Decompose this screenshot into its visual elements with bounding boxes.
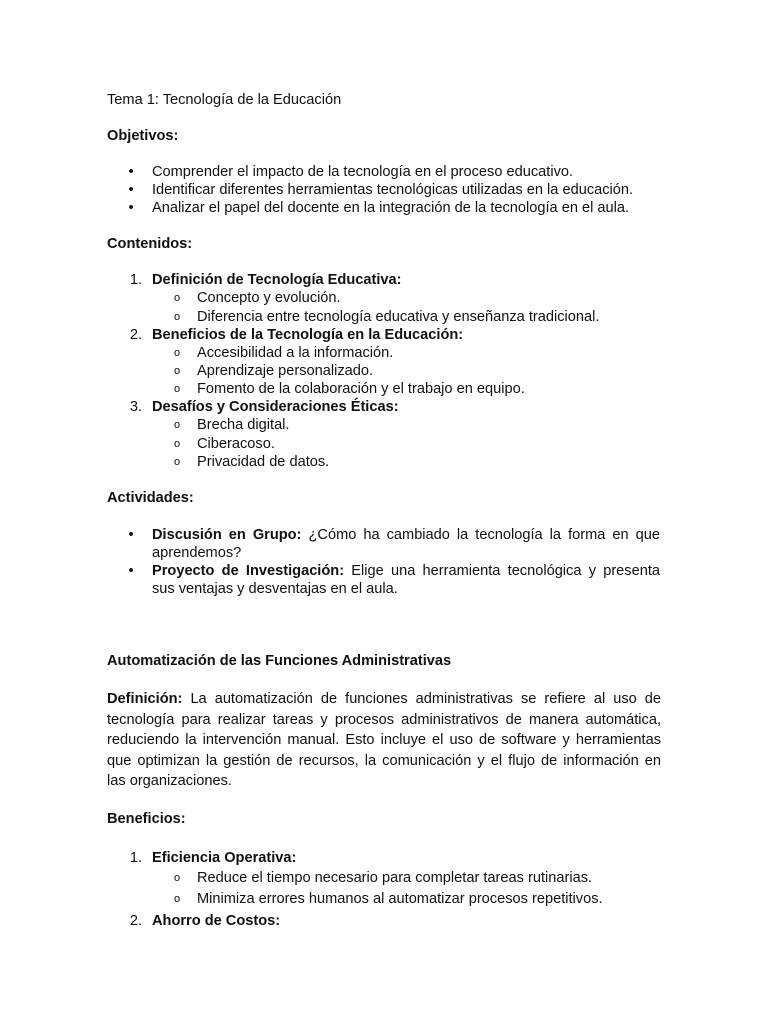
definicion-paragraph-line: tecnología para realizar tareas y procesos administrativos de manera automática, (107, 712, 661, 728)
actividad-text: Elige una herramienta tecnológica y presenta (351, 563, 661, 579)
section-title-tema-1: Tema 1: Tecnología de la Educación (107, 92, 342, 108)
bullet-marker: • (128, 563, 134, 579)
list-number: 3. (129, 399, 142, 415)
actividades-heading: Actividades: (107, 490, 194, 506)
circle-marker: o (174, 383, 181, 395)
circle-marker: o (174, 872, 181, 884)
list-number: 2. (129, 913, 142, 929)
actividad-text-continued: sus ventajas y desventajas en el aula. (152, 581, 398, 597)
beneficios-heading: Beneficios: (107, 811, 186, 827)
contenido-subitem: Concepto y evolución. (197, 290, 341, 306)
list-number: 1. (129, 272, 142, 288)
definicion-text: La automatización de funciones administrativas se refiere al uso de (190, 691, 661, 707)
contenido-subitem: Fomento de la colaboración y el trabajo en equipo. (197, 381, 525, 397)
circle-marker: o (174, 419, 181, 431)
circle-marker: o (174, 292, 181, 304)
beneficio-subitem: Reduce el tiempo necesario para completar tareas rutinarias. (197, 870, 593, 886)
beneficio-title: Ahorro de Costos: (152, 913, 281, 929)
actividad-label: Proyecto de Investigación: (152, 563, 345, 579)
circle-marker: o (174, 365, 181, 377)
contenido-subitem: Ciberacoso. (197, 436, 275, 452)
definicion-paragraph-line: las organizaciones. (107, 773, 232, 789)
definicion-label: Definición: (107, 691, 183, 707)
contenidos-heading: Contenidos: (107, 236, 193, 252)
actividad-label: Discusión en Grupo: (152, 527, 302, 543)
circle-marker: o (174, 311, 181, 323)
definicion-paragraph-line: que optimizan la gestión de recursos, la comunicación y el flujo de información en (107, 753, 661, 769)
objetivo-item: Analizar el papel del docente en la integración de la tecnología en el aula. (152, 200, 630, 216)
circle-marker: o (174, 438, 181, 450)
circle-marker: o (174, 456, 181, 468)
contenido-title: Beneficios de la Tecnología en la Educación: (152, 327, 464, 343)
objetivo-item: Identificar diferentes herramientas tecnológicas utilizadas en la educación. (152, 182, 634, 198)
bullet-marker: • (128, 182, 134, 198)
actividad-text-continued: aprendemos? (152, 545, 242, 561)
list-number: 1. (129, 850, 142, 866)
definicion-paragraph-line: reduciendo la intervención manual. Esto incluye el uso de software y herramientas (107, 732, 661, 748)
section-title-automatizacion: Automatización de las Funciones Administrativas (107, 653, 452, 669)
bullet-marker: • (128, 164, 134, 180)
contenido-subitem: Aprendizaje personalizado. (197, 363, 374, 379)
contenido-subitem: Brecha digital. (197, 417, 290, 433)
actividad-text: ¿Cómo ha cambiado la tecnología la forma en que (308, 527, 661, 543)
circle-marker: o (174, 347, 181, 359)
contenido-subitem: Accesibilidad a la información. (197, 345, 394, 361)
actividad-item (152, 526, 660, 544)
beneficio-title: Eficiencia Operativa: (152, 850, 297, 866)
contenido-subitem: Diferencia entre tecnología educativa y enseñanza tradicional. (197, 309, 600, 325)
contenido-title: Definición de Tecnología Educativa: (152, 272, 402, 288)
beneficio-subitem: Minimiza errores humanos al automatizar procesos repetitivos. (197, 891, 603, 907)
definicion-paragraph-line (107, 690, 661, 708)
objetivo-item: Comprender el impacto de la tecnología en el proceso educativo. (152, 164, 574, 180)
contenido-title: Desafíos y Consideraciones Éticas: (152, 399, 399, 415)
bullet-marker: • (128, 200, 134, 216)
bullet-marker: • (128, 527, 134, 543)
list-number: 2. (129, 327, 142, 343)
actividad-item (152, 562, 660, 580)
objetivos-heading: Objetivos: (107, 128, 179, 144)
circle-marker: o (174, 893, 181, 905)
contenido-subitem: Privacidad de datos. (197, 454, 330, 470)
